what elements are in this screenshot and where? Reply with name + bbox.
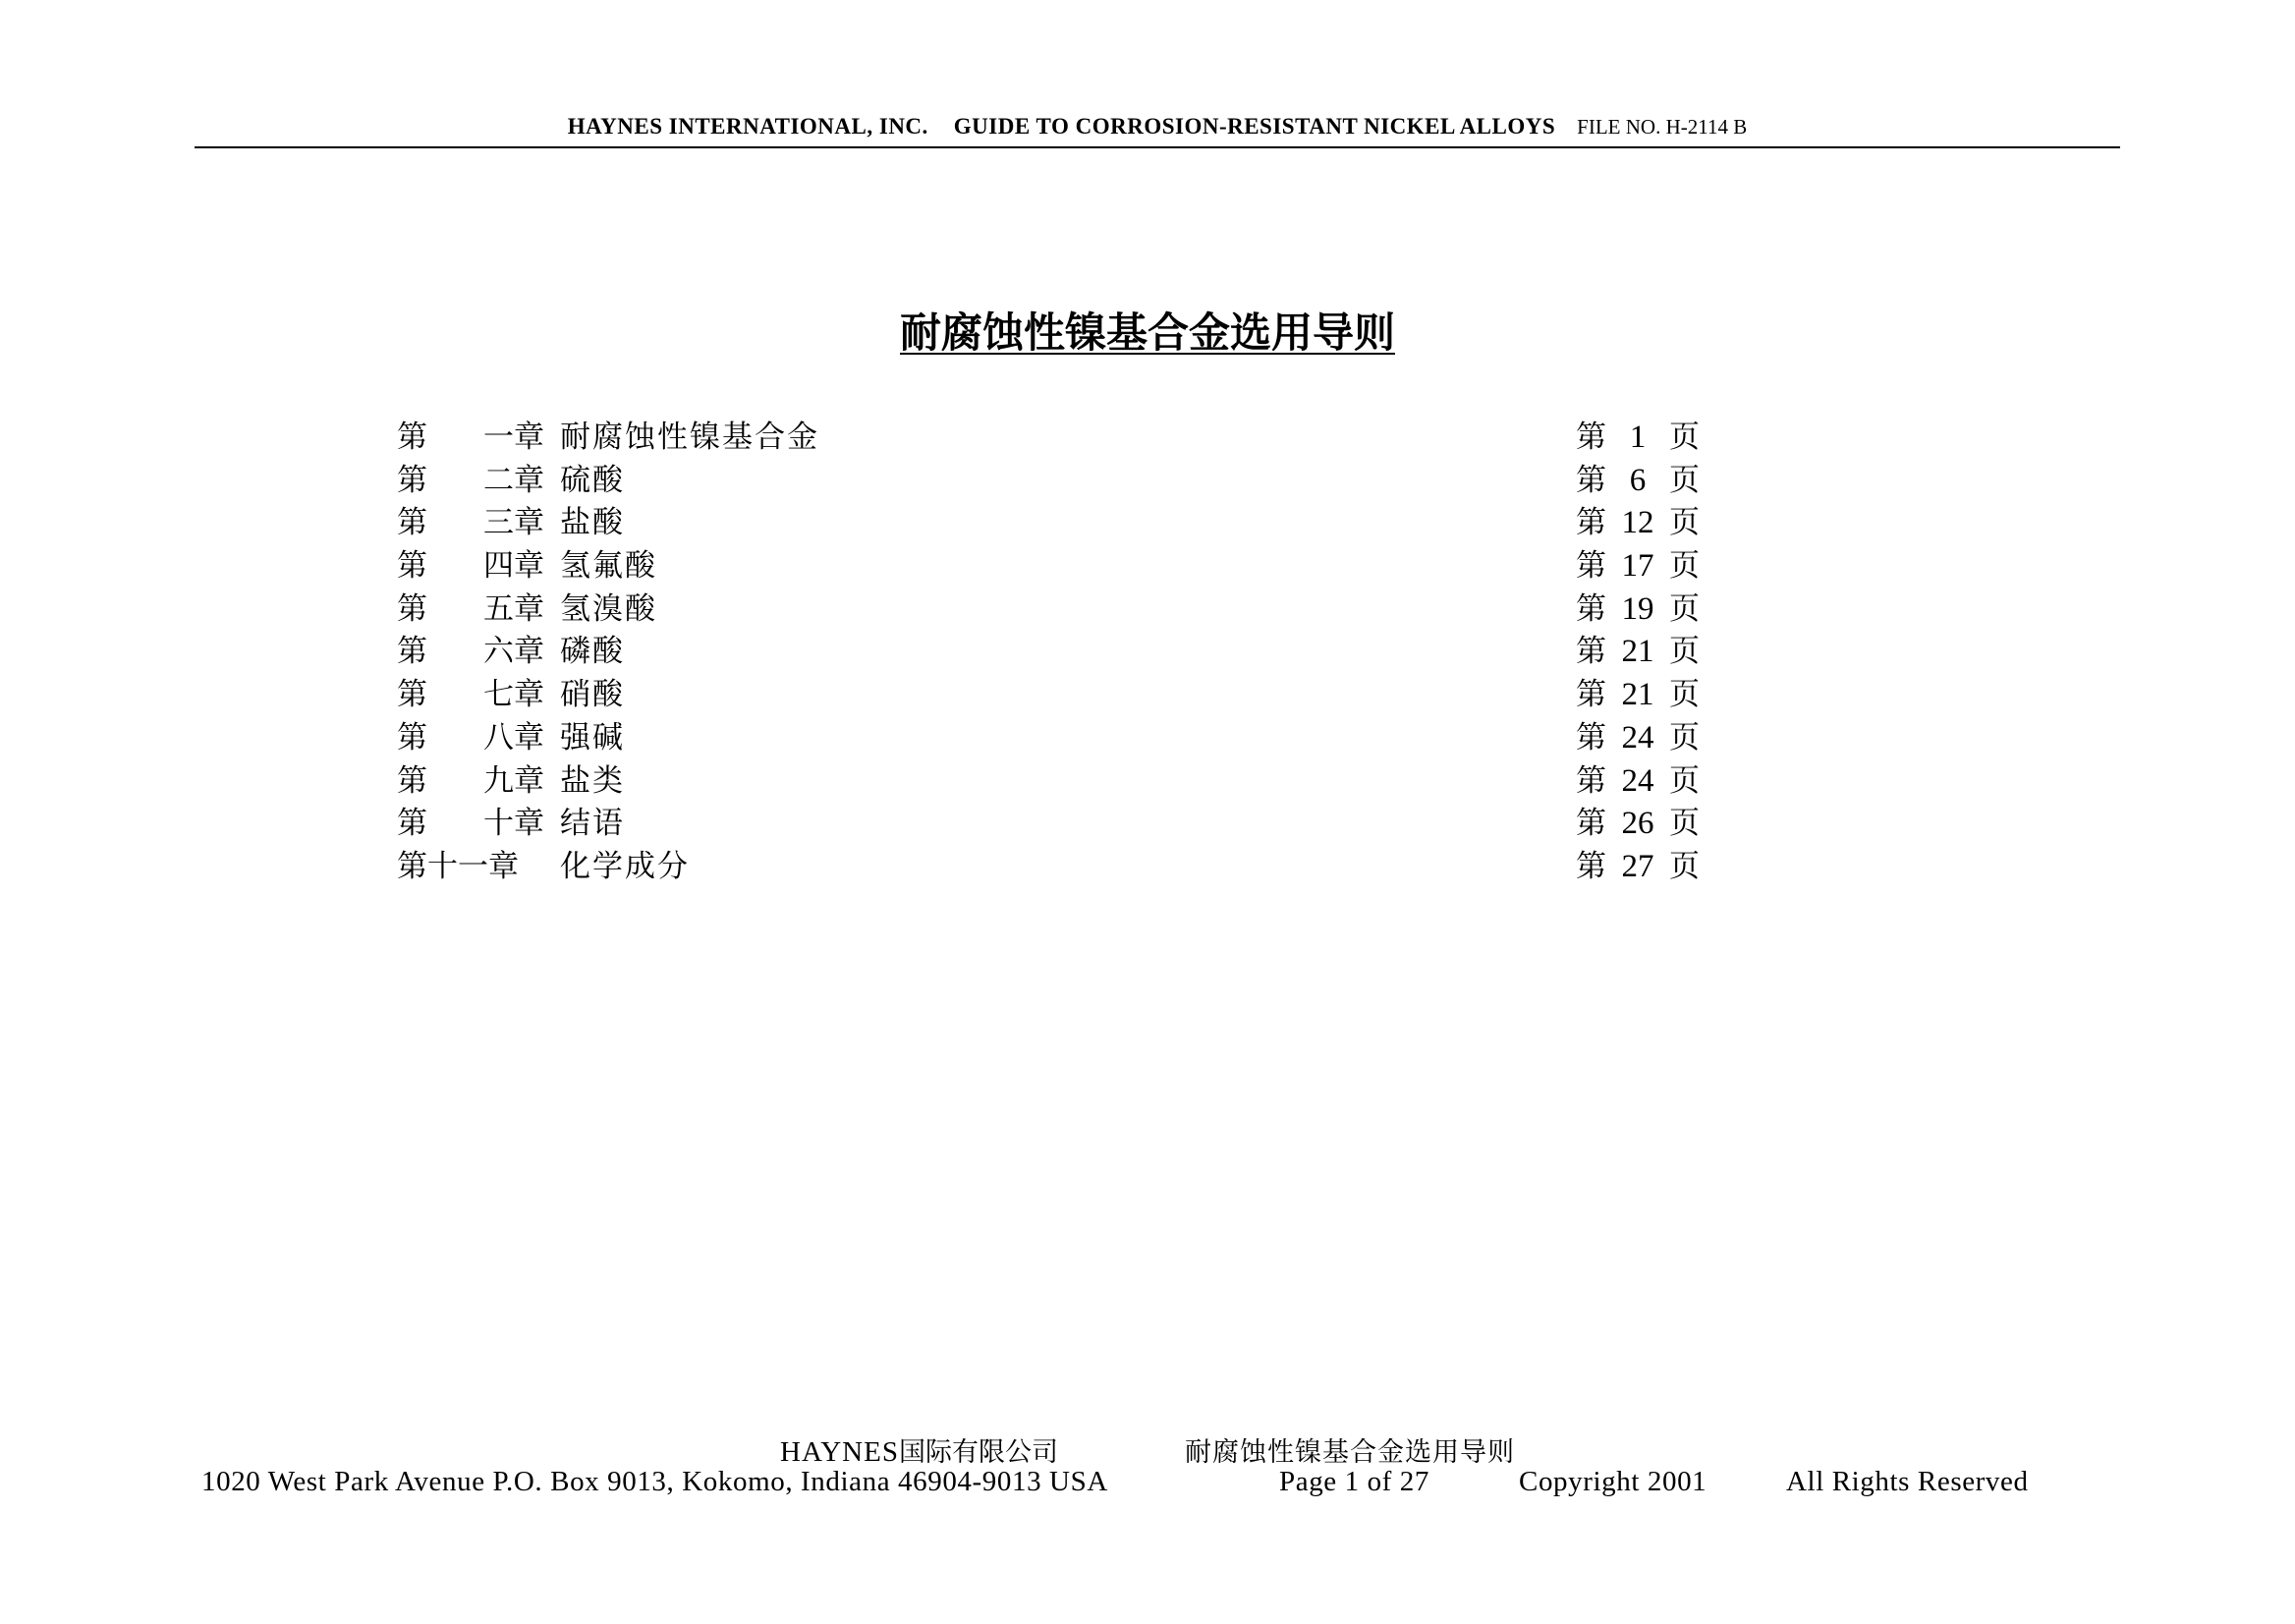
toc-row <box>397 545 1713 588</box>
toc-chapter-ordinal: 九章 <box>483 762 544 799</box>
toc-page-suffix: 页 <box>1669 677 1700 713</box>
toc-chapter-prefix: 第 <box>397 634 427 670</box>
toc-page-prefix: 第 <box>1576 634 1606 670</box>
toc-page-ref <box>1576 588 1700 632</box>
toc-chapter-ordinal: 六章 <box>483 634 544 670</box>
toc-page-prefix: 第 <box>1576 548 1606 585</box>
toc-row <box>397 417 1713 460</box>
toc-page-suffix: 页 <box>1669 848 1700 884</box>
toc-chapter-ordinal: 三章 <box>483 505 544 541</box>
toc-row <box>397 588 1713 632</box>
toc-chapter-title: 盐类 <box>560 762 625 799</box>
header-rule <box>195 146 2120 148</box>
toc-page-prefix: 第 <box>1576 719 1606 756</box>
toc-chapter-prefix: 第 <box>397 462 427 498</box>
toc-chapter-prefix: 第 <box>397 548 427 585</box>
toc-page-prefix: 第 <box>1576 590 1606 627</box>
footer-address: 1020 West Park Avenue P.O. Box 9013, Kokomo, Indiana 46904-9013 USA <box>201 1466 1108 1497</box>
toc-chapter-ordinal: 四章 <box>483 548 544 585</box>
toc-chapter-ordinal: 一章 <box>483 420 544 455</box>
toc-row <box>397 717 1713 760</box>
toc-page-number: 1 <box>1629 420 1647 455</box>
toc-row <box>397 846 1713 889</box>
toc-page-suffix: 页 <box>1669 548 1700 585</box>
toc-page-ref <box>1576 631 1700 674</box>
toc-chapter-title: 结语 <box>560 806 625 842</box>
footer-company-cn: 国际有限公司 <box>898 1437 1058 1468</box>
toc-row <box>397 803 1713 846</box>
toc-chapter-prefix: 第 <box>397 719 427 756</box>
toc-page-number: 19 <box>1621 590 1654 627</box>
document-title <box>0 301 2295 360</box>
toc-chapter-ordinal: 七章 <box>483 677 544 713</box>
toc-chapter-prefix: 第十一章 <box>397 848 519 884</box>
toc-page-number: 21 <box>1621 677 1654 713</box>
toc-chapter-title: 强碱 <box>560 719 625 756</box>
toc-page-ref <box>1576 760 1700 804</box>
toc-page-suffix: 页 <box>1669 762 1700 799</box>
toc-page-suffix: 页 <box>1669 462 1700 498</box>
toc-chapter-title: 盐酸 <box>560 505 625 541</box>
toc-row <box>397 631 1713 674</box>
toc-chapter-ordinal: 十章 <box>483 806 544 842</box>
toc-row <box>397 502 1713 545</box>
toc-page-ref <box>1576 717 1700 760</box>
toc-page-number: 24 <box>1621 719 1654 756</box>
toc-page-ref <box>1576 674 1700 717</box>
table-of-contents <box>397 417 1713 889</box>
header-file-number: FILE NO. H-2114 B <box>1577 115 1748 139</box>
toc-page-number: 6 <box>1629 462 1647 498</box>
toc-page-ref <box>1576 846 1700 889</box>
toc-page-ref <box>1576 460 1700 503</box>
toc-page-prefix: 第 <box>1576 462 1606 498</box>
toc-page-ref <box>1576 803 1700 846</box>
toc-chapter-ordinal: 八章 <box>483 719 544 756</box>
toc-page-prefix: 第 <box>1576 762 1606 799</box>
toc-page-prefix: 第 <box>1576 677 1606 713</box>
toc-chapter-title: 硝酸 <box>560 677 625 713</box>
toc-page-prefix: 第 <box>1576 806 1606 842</box>
toc-chapter-prefix: 第 <box>397 505 427 541</box>
toc-page-suffix: 页 <box>1669 719 1700 756</box>
toc-chapter-ordinal: 五章 <box>483 590 544 627</box>
toc-chapter-prefix: 第 <box>397 762 427 799</box>
footer-company-en: HAYNES <box>780 1436 899 1468</box>
toc-page-number: 27 <box>1621 848 1654 884</box>
toc-chapter-prefix: 第 <box>397 677 427 713</box>
toc-chapter-title: 化学成分 <box>560 848 690 884</box>
toc-page-suffix: 页 <box>1669 505 1700 541</box>
toc-page-prefix: 第 <box>1576 420 1606 455</box>
toc-page-prefix: 第 <box>1576 848 1606 884</box>
toc-row <box>397 760 1713 804</box>
toc-page-number: 12 <box>1621 505 1654 541</box>
page-header <box>195 114 2120 147</box>
toc-page-ref <box>1576 417 1700 460</box>
footer-company <box>780 1430 1058 1469</box>
toc-page-suffix: 页 <box>1669 590 1700 627</box>
footer-guide-title: 耐腐蚀性镍基合金选用导则 <box>1185 1437 1515 1468</box>
toc-page-number: 26 <box>1621 806 1654 842</box>
toc-chapter-title: 氢溴酸 <box>560 590 657 627</box>
toc-chapter-title: 氢氟酸 <box>560 548 657 585</box>
footer-page-number: Page 1 of 27 <box>1279 1466 1429 1497</box>
header-guide-title: GUIDE TO CORROSION-RESISTANT NICKEL ALLOYS <box>953 114 1556 139</box>
footer-copyright: Copyright 2001 <box>1519 1466 1707 1497</box>
toc-page-prefix: 第 <box>1576 505 1606 541</box>
toc-chapter-title: 硫酸 <box>560 462 625 498</box>
toc-page-ref <box>1576 502 1700 545</box>
toc-row <box>397 460 1713 503</box>
footer-rights: All Rights Reserved <box>1786 1466 2029 1497</box>
toc-page-ref <box>1576 545 1700 588</box>
toc-page-number: 21 <box>1621 634 1654 670</box>
header-company: HAYNES INTERNATIONAL, INC. <box>567 114 928 139</box>
toc-chapter-prefix: 第 <box>397 806 427 842</box>
toc-chapter-title: 磷酸 <box>560 634 625 670</box>
toc-chapter-ordinal: 二章 <box>483 462 544 498</box>
toc-page-suffix: 页 <box>1669 634 1700 670</box>
toc-chapter-prefix: 第 <box>397 590 427 627</box>
toc-page-suffix: 页 <box>1669 806 1700 842</box>
toc-chapter-title: 耐腐蚀性镍基合金 <box>560 420 819 455</box>
toc-row <box>397 674 1713 717</box>
document-title-text: 耐腐蚀性镍基合金选用导则 <box>899 308 1395 357</box>
toc-page-number: 17 <box>1621 548 1654 585</box>
toc-chapter-prefix: 第 <box>397 420 427 455</box>
toc-page-suffix: 页 <box>1669 420 1700 455</box>
toc-page-number: 24 <box>1621 762 1654 799</box>
